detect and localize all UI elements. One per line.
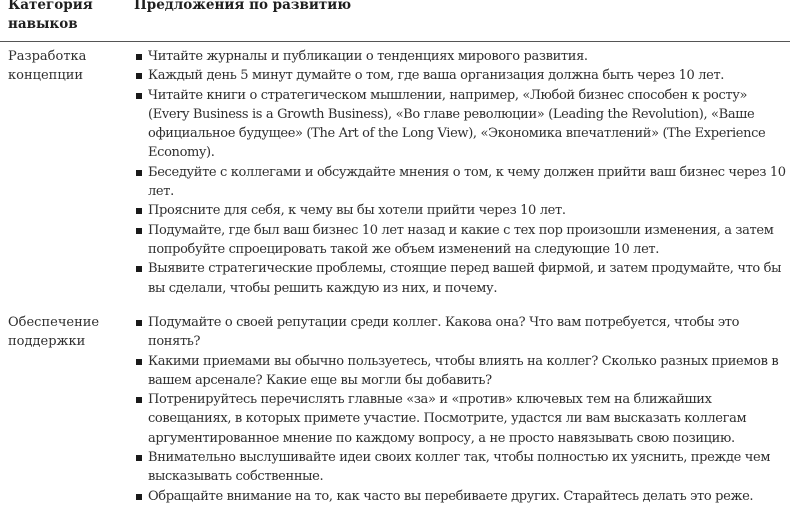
square-bullet-icon [136, 397, 142, 403]
square-bullet-icon [136, 208, 142, 214]
suggestions-list [148, 47, 788, 298]
suggestion-text: Каждый день 5 минут думайте о том, где ваша организация должна быть через 10 лет. [148, 68, 725, 84]
suggestion-text: Беседуйте с коллегами и обсуждайте мнения о том, к чему должен прийти ваш бизнес через 10 лет. [148, 164, 786, 200]
suggestion-text: Проясните для себя, к чему вы бы хотели прийти через 10 лет. [148, 203, 566, 219]
list-item [148, 487, 788, 506]
table-header [0, 0, 790, 42]
list-item [148, 390, 788, 448]
square-bullet-icon [136, 266, 142, 272]
square-bullet-icon [136, 54, 142, 60]
square-bullet-icon [136, 170, 142, 176]
suggestion-text: Подумайте, где был ваш бизнес 10 лет назад и какие с тех пор произошли изменения, а затем попробуйте спроецировать такой же объем изменений на следующие 10 лет. [148, 222, 774, 257]
suggestion-text: Внимательно выслушивайте идеи своих коллег так, чтобы полностью их уяснить, прежде чем высказывать собственные. [148, 450, 771, 485]
header-development-suggestions: Предложения по развитию [134, 0, 352, 13]
square-bullet-icon [136, 494, 142, 500]
list-item [148, 163, 788, 202]
list-item [148, 66, 788, 85]
suggestions-list [148, 313, 788, 506]
suggestion-text: Читайте журналы и публикации о тенденциях мирового развития. [148, 49, 588, 64]
square-bullet-icon [136, 73, 142, 79]
list-item [148, 86, 788, 163]
square-bullet-icon [136, 228, 142, 234]
list-item [148, 448, 788, 487]
header-skill-category: Категория навыков [8, 0, 93, 32]
list-item [148, 201, 788, 220]
square-bullet-icon [136, 359, 142, 365]
suggestion-text: Обращайте внимание на то, как часто вы перебиваете других. Старайтесь делать это реже. [148, 488, 754, 504]
list-item [148, 259, 788, 298]
square-bullet-icon [136, 455, 142, 461]
square-bullet-icon [136, 93, 142, 99]
suggestion-text: Подумайте о своей репутации среди коллег. Какова она? Что вам потребуется, чтобы это понять? [148, 315, 740, 350]
square-bullet-icon [136, 320, 142, 326]
list-item [148, 47, 788, 66]
suggestion-text: Читайте книги о стратегическом мышлении, например, «Любой бизнес способен к росту» (Every Business is a Growth Business), «Во главе революции» (Leading the Revolution), «Ваше официальное будущее» (The Art of the Long View), «Экономика впечатлений» (The Experience Economy). [148, 87, 766, 161]
skill-category: Разработка концепции [8, 49, 87, 84]
skill-category: Обеспечение поддержки [8, 315, 100, 350]
suggestion-text: Выявите стратегические проблемы, стоящие перед вашей фирмой, и затем продумайте, что бы вы сделали, чтобы решить каждую из них, и почему. [148, 261, 782, 296]
list-item [148, 352, 788, 391]
list-item [148, 221, 788, 260]
suggestion-text: Какими приемами вы обычно пользуетесь, чтобы влиять на коллег? Сколько разных приемов в вашем арсенале? Какие еще вы могли бы добавить? [148, 353, 779, 388]
suggestion-text: Потренируйтесь перечислять главные «за» и «против» ключевых тем на ближайших совещаниях, в которых примете участие. Посмотрите, удастся ли вам высказать коллегам аргументированное мнение по каждому вопросу, а не просто навязывать свою позицию. [148, 392, 747, 446]
list-item [148, 313, 788, 352]
